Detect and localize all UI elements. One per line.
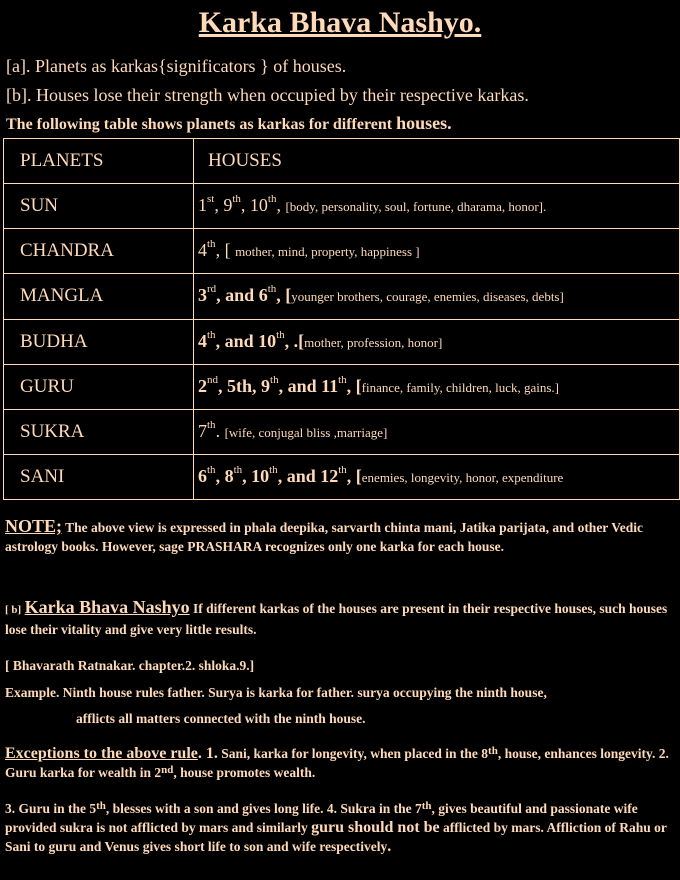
intro-line-b: [b]. Houses lose their strength when occupied by their respective karkas. [6, 85, 529, 105]
houses-cell [194, 409, 680, 454]
significations: finance, family, children, luck, gains.] [361, 379, 560, 395]
significations: [wife, conjugal bliss ,marriage] [224, 424, 388, 440]
table-header-row [4, 139, 680, 184]
ordinal-suffix: th [207, 463, 216, 476]
ordinal-suffix: th [267, 283, 277, 296]
ordinal-suffix: nd [207, 373, 218, 386]
exceptions-paragraph [5, 744, 677, 782]
house-numbers: 6 [198, 465, 207, 486]
ordinal-suffix: th [267, 193, 277, 206]
houses-cell [194, 274, 680, 319]
house-numbers: , and 10 [215, 330, 277, 351]
ordinal-suffix: st [207, 193, 215, 206]
ordinal-suffix: rd [207, 283, 217, 296]
house-numbers: , and 12 [277, 465, 339, 486]
ordinal-suffix: th [338, 373, 347, 386]
house-numbers: , 5th, 9 [218, 375, 271, 396]
planet-cell: SUKRA [4, 409, 194, 454]
page-title: Karka Bhava Nashyo. [198, 6, 482, 39]
houses-cell [194, 319, 680, 364]
exceptions-s1: th [488, 745, 498, 757]
ordinal-suffix: th [233, 463, 243, 476]
gs-big: guru should not be [311, 819, 440, 836]
exceptions-one: . 1. [197, 745, 218, 762]
gs-p1: 3. Guru in the 5 [5, 801, 97, 816]
significations: mother, mind, property, happiness ] [235, 244, 420, 260]
house-numbers: , .[ [284, 330, 305, 351]
significations: mother, profession, honor] [304, 334, 443, 350]
note-paragraph [5, 517, 677, 556]
house-numbers: 4 [198, 240, 207, 261]
ordinal-suffix: th [207, 238, 216, 251]
planet-cell: CHANDRA [4, 229, 194, 274]
houses-cell [194, 454, 680, 499]
table-row [4, 274, 680, 319]
table-row [4, 229, 680, 274]
reference-line: [ Bhavarath Ratnakar. chapter.2. shloka.9.] [5, 658, 255, 673]
table-row [4, 319, 680, 364]
planet-cell: BUDHA [4, 319, 194, 364]
house-numbers: 2 [198, 375, 207, 396]
planet-cell: MANGLA [4, 274, 194, 319]
gs-p4: afflicted by mars. Affliction of Rahu or Sani to guru and Venus gives short life to son and wife respectively [5, 820, 667, 854]
houses-cell [194, 184, 680, 229]
table-row [4, 409, 680, 454]
house-numbers: . [215, 420, 225, 441]
example-line-1: Example. Ninth house rules father. Surya is karka for father. surya occupying the ninth house, [5, 685, 547, 700]
intro-line-c-end: houses. [396, 113, 452, 133]
house-numbers: , [ [346, 375, 362, 396]
ordinal-suffix: th [232, 193, 241, 206]
house-numbers: , 8 [215, 465, 234, 486]
ordinal-suffix: th [270, 373, 279, 386]
kbn-prefix: [ b] [5, 604, 22, 616]
exceptions-p1: Sani, karka for longevity, when placed in the 8 [217, 746, 489, 761]
houses-cell [194, 229, 680, 274]
house-numbers: , 10 [242, 465, 270, 486]
gs-s1: th [96, 800, 106, 812]
houses-cell [194, 364, 680, 409]
house-numbers: , [ [276, 285, 292, 306]
house-numbers: , [276, 195, 286, 216]
intro-line-c [6, 113, 452, 134]
karka-bhava-nashyo-paragraph [5, 598, 677, 639]
example-line-2: afflicts all matters connected with the ninth house. [76, 711, 366, 726]
house-numbers: , 9 [214, 195, 233, 216]
house-numbers: , and 11 [278, 375, 339, 396]
exceptions-s2: nd [161, 764, 174, 776]
header-houses: HOUSES [194, 139, 680, 184]
significations: enemies, longevity, honor, expenditure [361, 469, 564, 485]
house-numbers: , [ [215, 240, 236, 261]
note-text: The above view is expressed in phala deepika, sarvarth chinta mani, Jatika parijata, and other Vedic astrology books. However, sage PRASHARA recognizes only one karka for each house. [5, 520, 643, 554]
gs-s2: th [421, 800, 432, 812]
significations: younger brothers, courage, enemies, diseases, debts] [291, 289, 564, 305]
planet-cell: SANI [4, 454, 194, 499]
intro-line-c-start: The following table shows planets as karkas for different [6, 116, 393, 133]
table-row [4, 454, 680, 499]
header-planets: PLANETS [4, 139, 194, 184]
table-row [4, 184, 680, 229]
planet-cell: GURU [4, 364, 194, 409]
note-label: NOTE; [5, 516, 63, 536]
significations: [body, personality, soul, fortune, dharama, honor]. [285, 199, 547, 215]
gs-end: . [387, 838, 392, 855]
house-numbers: 4 [198, 330, 207, 351]
kbn-heading: Karka Bhava Nashyo [24, 597, 190, 617]
ordinal-suffix: th [276, 328, 285, 341]
gs-p2: , blesses with a son and gives long life. 4. Sukra in the 7 [105, 801, 422, 816]
karka-table [3, 138, 680, 500]
intro-line-a: [a]. Planets as karkas{significators } of houses. [6, 56, 347, 76]
ordinal-suffix: th [269, 463, 278, 476]
planet-cell: SUN [4, 184, 194, 229]
house-numbers: 1 [198, 195, 207, 216]
house-numbers: , 10 [240, 195, 268, 216]
exceptions-label: Exceptions to the above rule [5, 745, 198, 762]
house-numbers: , [ [346, 465, 362, 486]
house-numbers: , and 6 [216, 285, 268, 306]
ordinal-suffix: th [338, 463, 347, 476]
guru-sukra-paragraph [5, 799, 677, 856]
ordinal-suffix: th [207, 328, 216, 341]
kbn-text: If different karkas of the houses are present in their respective houses, such houses lose their vitality and give very little results. [5, 601, 668, 637]
exceptions-p2: , house, enhances longevity. 2. Guru karka for wealth in 2 [5, 746, 669, 780]
ordinal-suffix: th [207, 418, 216, 431]
exceptions-p3: , house promotes wealth. [173, 765, 316, 780]
gs-p3: , gives beautiful and passionate wife provided sukra is not afflicted by mars and similarly [5, 801, 638, 835]
table-row [4, 364, 680, 409]
house-numbers: 7 [198, 420, 207, 441]
house-numbers: 3 [198, 285, 207, 306]
